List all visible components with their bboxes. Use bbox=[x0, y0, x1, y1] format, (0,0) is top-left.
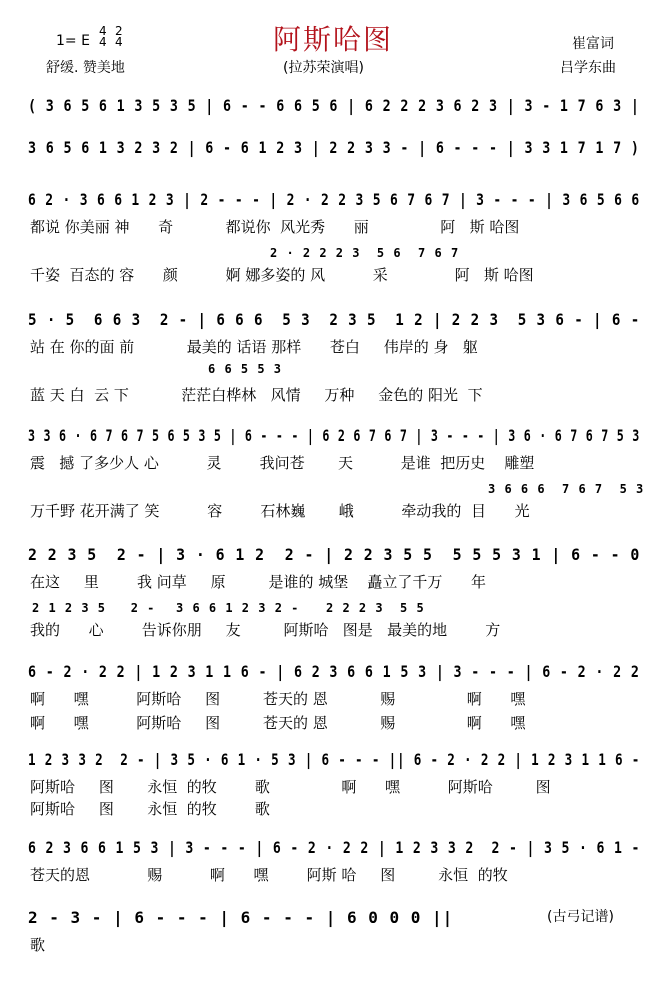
lyric-line: 在这 里 我 问草 原 是谁的 城堡 矗立了千万 年 bbox=[30, 573, 486, 591]
notation-row bbox=[28, 545, 643, 567]
notation-text: 5 · 5 6 6 3 2 - | 6 6 6 5 3 2 3 5 1 2 | 2 2 3 5 3 6 - | 6 - bbox=[28, 310, 641, 329]
song-title: 阿斯哈图 bbox=[272, 23, 393, 56]
alternate-notes-line: 6 6 5 5 3 bbox=[208, 362, 283, 376]
composer: 吕学东曲 bbox=[560, 60, 616, 76]
notation-row bbox=[28, 190, 643, 212]
notation-row bbox=[28, 96, 643, 118]
performer: (拉苏荣演唱) bbox=[283, 60, 364, 76]
notation-text: 6 2 · 3 6 6 1 2 3 | 2 - - - | 2 · 2 2 3 5 6 7 6 7 | 3 - - - | 3 6 5 6 6 bbox=[28, 190, 640, 209]
alternate-notes-line: 2 1 2 3 5 2 - bbox=[32, 601, 156, 615]
time-signature-24: 2 4 bbox=[115, 24, 123, 49]
lyric-line: 我的 心 告诉你朋 友 阿斯哈 图是 最美的地 方 bbox=[30, 621, 501, 639]
alternate-notes-line: 2 2 2 3 5 5 bbox=[326, 601, 425, 615]
lyricist: 崔富词 bbox=[572, 36, 614, 52]
lyric-line: 阿斯哈 图 永恒 的牧 歌 bbox=[30, 800, 270, 818]
tempo-mood: 舒缓. 赞美地 bbox=[46, 60, 125, 76]
notation-row bbox=[28, 838, 643, 860]
notation-text: 3 3 6 · 6 7 6 7 5 6 5 3 5 | 6 - - - | 6 2 6 7 6 7 | 3 - - - | 3 6 · 6 7 6 7 5 3 bbox=[28, 426, 640, 445]
notation-row bbox=[28, 426, 643, 448]
notation-text: 2 2 3 5 2 - | 3 · 6 1 2 2 - | 2 2 3 5 5 5 5 5 3 1 | 6 - - 0 bbox=[28, 545, 641, 564]
notation-text: 6 - 2 · 2 2 | 1 2 3 1 1 6 - | 6 2 3 6 6 1 5 3 | 3 - - - | 6 - 2 · 2 2 bbox=[28, 662, 640, 681]
notation-row bbox=[28, 750, 643, 772]
transcriber-credit: (古弓记谱) bbox=[547, 909, 614, 925]
notation-row bbox=[28, 310, 643, 332]
alternate-notes-line: 3 6 6 1 2 3 2 - bbox=[176, 601, 300, 615]
alternate-notes-line: 2 · 2 2 2 3 5 6 7 6 7 bbox=[270, 246, 460, 260]
lyric-line: 震 撼 了多少人 心 灵 我问苍 天 是谁 把历史 雕塑 bbox=[30, 454, 535, 472]
lyric-line: 都说 你美丽 神 奇 都说你 风光秀 丽 阿 斯 哈图 bbox=[30, 218, 520, 236]
notation-row bbox=[28, 138, 643, 160]
notation-text: 3 6 5 6 1 3 2 3 2 | 6 - 6 1 2 3 | 2 2 3 3 - | 6 - - - | 3 3 1 7 1 7 ) bbox=[28, 138, 640, 157]
lyric-line: 啊 嘿 阿斯哈 图 苍天的 恩 赐 啊 嘿 bbox=[30, 714, 526, 732]
notation-row bbox=[28, 662, 643, 684]
notation-text: 1 2 3 3 2 2 - | 3 5 · 6 1 · 5 3 | 6 - - - || 6 - 2 · 2 2 | 1 2 3 1 1 6 - bbox=[28, 750, 641, 769]
notation-text: ( 3 6 5 6 1 3 5 3 5 | 6 - - 6 6 5 6 | 6 2 2 2 3 6 2 3 | 3 - 1 7 6 3 | bbox=[28, 96, 640, 115]
alternate-notes-line: 3 6 6 6 7 6 7 5 3 bbox=[488, 482, 645, 496]
notation-text: 6 2 3 6 6 1 5 3 | 3 - - - | 6 - 2 · 2 2 | 1 2 3 3 2 2 - | 3 5 · 6 1 - bbox=[28, 838, 641, 857]
time-signature-44: 4 4 bbox=[99, 24, 107, 49]
lyric-line: 阿斯哈 图 永恒 的牧 歌 啊 嘿 阿斯哈 图 bbox=[30, 778, 551, 796]
lyric-line: 千姿 百态的 容 颜 婀 娜多姿的 风 采 阿 斯 哈图 bbox=[30, 266, 534, 284]
notation-text: 2 - 3 - | 6 - - - | 6 - - - | 6 0 0 0 || bbox=[28, 908, 454, 927]
lyric-line: 站 在 你的面 前 最美的 话语 那样 苍白 伟岸的 身 躯 bbox=[30, 338, 478, 356]
lyric-line: 歌 bbox=[30, 936, 46, 954]
lyric-line: 苍天的恩 赐 啊 嘿 阿斯 哈 图 永恒 的牧 bbox=[30, 866, 508, 884]
key-signature: 1= E bbox=[56, 33, 90, 49]
lyric-line: 万千野 花开满了 笑 容 石林巍 峨 牵动我的 目 光 bbox=[30, 502, 530, 520]
lyric-line: 啊 嘿 阿斯哈 图 苍天的 恩 赐 啊 嘿 bbox=[30, 690, 526, 708]
lyric-line: 蓝 天 白 云 下 茫茫白桦林 风情 万种 金色的 阳光 下 bbox=[30, 386, 483, 404]
